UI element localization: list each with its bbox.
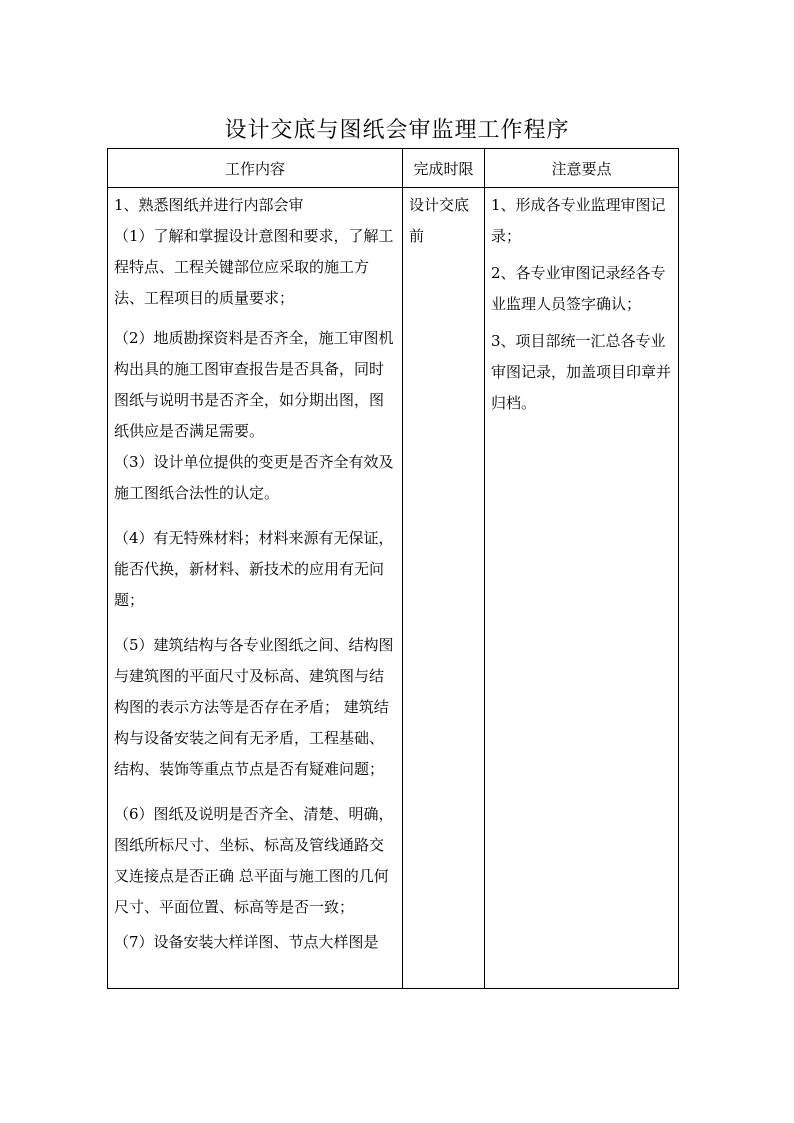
table-row <box>108 188 679 989</box>
deadline-cell: 设计交底前 <box>403 188 485 989</box>
content-item: （5）建筑结构与各专业图纸之间、结构图与建筑图的平面尺寸及标高、建筑图与结构图的表示方法等是否存在矛盾； 建筑结构与设备安装之间有无矛盾，工程基础、结构、装饰等重点节点是否有疑难问题； <box>114 636 394 778</box>
content-item: （2）地质勘探资料是否齐全，施工审图机构出具的施工图审查报告是否具备，同时图纸与说明书是否齐全，如分期出图，图纸供应是否满足需要。 <box>114 329 394 440</box>
header-notes: 注意要点 <box>485 149 679 188</box>
content-item: 1、熟悉图纸并进行内部会审 <box>114 196 304 214</box>
notes-cell <box>485 188 679 989</box>
header-work-content: 工作内容 <box>108 149 403 188</box>
document-title: 设计交底与图纸会审监理工作程序 <box>224 118 570 143</box>
content-item: （3）设计单位提供的变更是否齐全有效及施工图纸合法性的认定。 <box>114 453 394 502</box>
note-item: 2、各专业审图记录经各专业监理人员签字确认； <box>491 264 666 313</box>
table-header-row <box>108 149 679 188</box>
content-item: （6）图纸及说明是否齐全、清楚、明确，图纸所标尺寸、坐标、标高及管线通路交叉连接点是否正确 总平面与施工图的几何尺寸、平面位置、标高等是否一致； <box>114 805 394 916</box>
note-item: 3、项目部统一汇总各专业审图记录，加盖项目印章并归档。 <box>491 332 672 412</box>
procedure-table <box>107 148 679 989</box>
note-item: 1、形成各专业监理审图记录； <box>491 196 666 245</box>
header-deadline: 完成时限 <box>403 149 485 188</box>
content-item: （7）设备安装大样详图、节点大样图是 <box>114 933 379 951</box>
content-item: （4）有无特殊材料；材料来源有无保证，能否代换，新材料、新技术的应用有无问题； <box>114 529 394 609</box>
work-content-cell <box>108 188 403 989</box>
content-item: （1）了解和掌握设计意图和要求，了解工程特点、工程关键部位应采取的施工方法、工程项目的质量要求； <box>114 227 394 307</box>
